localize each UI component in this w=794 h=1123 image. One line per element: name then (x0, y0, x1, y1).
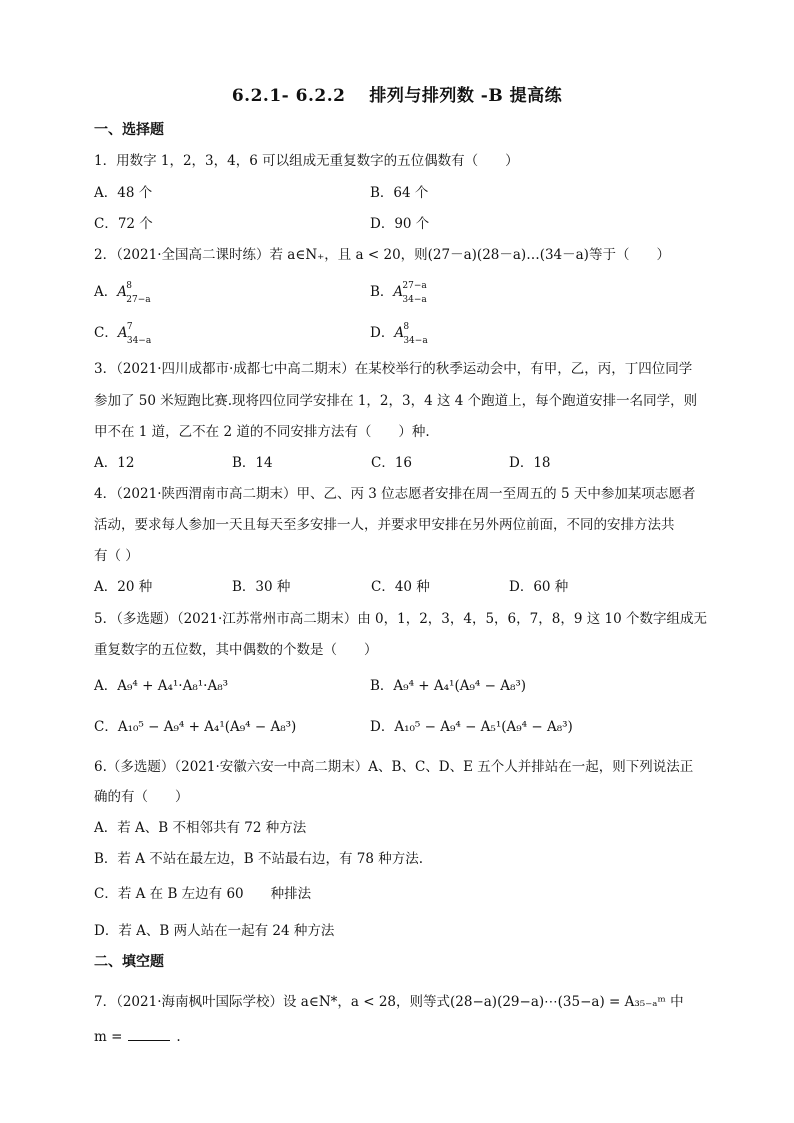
q4-line-2: 活动，要求每人参加一天且每天至多安排一人，并要求甲安排在另外两位前面，不同的安排方法共 (94, 517, 675, 533)
q3-option-b: B．14 (232, 455, 273, 471)
q6-option-b: B．若 A 不站在最左边，B 不站最右边，有 78 种方法. (94, 851, 424, 867)
q1-option-a: A．48 个 (94, 185, 153, 201)
q7-line-2 (94, 1027, 181, 1047)
q1-stem: 1．用数字 1，2，3，4，6 可以组成无重复数字的五位偶数有（ ） (94, 153, 519, 169)
q3-option-c: C．16 (371, 455, 413, 471)
q3-option-a: A．12 (94, 455, 135, 471)
q4-option-b: B．30 种 (232, 579, 291, 595)
q3-line-2: 参加了 50 米短跑比赛.现将四位同学安排在 1，2，3，4 这 4 个跑道上，每个跑道安排一名同学，则 (94, 393, 698, 409)
page-title: 6.2.1- 6.2.2 排列与排列数 -B 提高练 (231, 86, 563, 106)
q7-period: . (176, 1029, 181, 1045)
q3-line-3: 甲不在 1 道，乙不在 2 道的不同安排方法有（ ）种. (94, 424, 430, 440)
q2-option-d: D．A 8 34−a (370, 322, 428, 346)
q1-option-d: D．90 个 (370, 216, 430, 232)
q6-option-d: D．若 A、B 两人站在一起有 24 种方法 (94, 923, 335, 939)
q6-option-a: A．若 A、B 不相邻共有 72 种方法 (94, 820, 307, 836)
q4-line-1: 4．（2021·陕西渭南市高二期末）甲、乙、丙 3 位志愿者安排在周一至周五的 5 天中参加某项志愿者 (94, 486, 696, 502)
q6-option-c: C．若 A 在 B 左边有 60 种排法 (94, 886, 312, 902)
q5-line-1: 5．（多选题）（2021·江苏常州市高二期末）由 0，1，2，3，4，5，6，7，8，9 这 10 个数字组成无 (94, 611, 707, 627)
q3-line-1: 3．（2021·四川成都市·成都七中高二期末）在某校举行的秋季运动会中，有甲，乙，丙，丁四位同学 (94, 361, 693, 377)
section-fill-heading: 二、填空题 (94, 954, 164, 970)
q7-m-label: m = (94, 1029, 123, 1045)
q4-line-3: 有（ ） (94, 548, 139, 564)
q1-option-b: B．64 个 (370, 185, 429, 201)
q1-option-c: C．72 个 (94, 216, 153, 232)
q5-option-c: C．A₁₀⁵ − A₉⁴ + A₄¹(A₉⁴ − A₈³) (94, 719, 297, 735)
q7-line-1: 7．（2021·海南枫叶国际学校）设 a∈N*，a < 28，则等式(28−a)(29−a)⋯(35−a) = A₃₅₋ₐᵐ 中 (94, 994, 684, 1010)
q2-option-c: C．A 7 34−a (94, 322, 152, 346)
q5-option-a: A．A₉⁴ + A₄¹·A₈¹·A₈³ (94, 678, 229, 694)
section-choice-heading: 一、选择题 (94, 122, 164, 138)
q5-line-2: 重复数字的五位数，其中偶数的个数是（ ） (94, 642, 378, 658)
q4-option-a: A．20 种 (94, 579, 153, 595)
q6-line-2: 确的有（ ） (94, 789, 189, 805)
q3-option-d: D．18 (509, 455, 551, 471)
q5-option-b: B．A₉⁴ + A₄¹(A₉⁴ − A₈³) (370, 678, 527, 694)
q4-option-d: D．60 种 (509, 579, 569, 595)
q2-stem: 2．（2021·全国高二课时练）若 a∈N₊，且 a < 20，则(27－a)(28－a)…(34－a)等于（ ） (94, 247, 670, 263)
q7-answer-blank[interactable] (128, 1040, 170, 1041)
q2-option-b: B．A 27−a 34−a (370, 281, 427, 305)
q5-option-d: D．A₁₀⁵ − A₉⁴ − A₅¹(A₉⁴ − A₈³) (370, 719, 573, 735)
q2-option-a: A．A 8 27−a (94, 281, 151, 305)
q4-option-c: C．40 种 (371, 579, 430, 595)
q6-line-1: 6.（多选题）（2021·安徽六安一中高二期末）A、B、C、D、E 五个人并排站在一起，则下列说法正 (94, 759, 694, 775)
